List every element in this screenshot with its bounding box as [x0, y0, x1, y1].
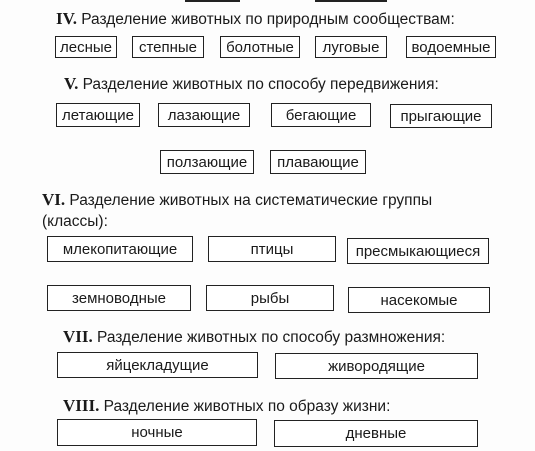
section-vi-title: Разделение животных на систематические группы (классы): — [42, 192, 433, 230]
section-viii-title: Разделение животных по образу жизни: — [103, 398, 391, 415]
category-box: яйцекладущие — [57, 352, 258, 378]
category-box: ползающие — [160, 150, 254, 174]
category-box: летающие — [56, 103, 140, 127]
category-box: птицы — [208, 236, 336, 262]
category-box: рыбы — [206, 285, 334, 311]
section-iv-title: Разделение животных по природным сообществам: — [81, 11, 455, 28]
category-box: луговые — [315, 36, 387, 58]
section-viii-number: VIII. — [63, 396, 100, 415]
section-viii-heading — [63, 396, 390, 417]
category-box: насекомые — [348, 287, 490, 313]
category-box: степные — [132, 36, 204, 58]
section-iv-number: IV. — [56, 9, 77, 28]
section-vii-heading — [63, 327, 445, 348]
category-box: бегающие — [271, 103, 371, 127]
category-box: лесные — [55, 36, 117, 58]
section-v-title: Разделение животных по способу передвижения: — [82, 76, 439, 93]
category-box: млекопитающие — [47, 236, 193, 262]
section-v-number: V. — [64, 74, 79, 93]
category-box: лазающие — [158, 103, 250, 127]
previous-box-edge-left — [185, 0, 240, 2]
category-box: земноводные — [47, 285, 191, 311]
category-box: пресмыкающиеся — [347, 238, 489, 264]
category-box: ночные — [57, 419, 257, 446]
category-box: плавающие — [270, 150, 366, 174]
previous-box-edge-right — [315, 0, 387, 2]
section-v-heading — [64, 74, 439, 95]
category-box: живородящие — [275, 353, 478, 379]
category-box: прыгающие — [390, 104, 492, 128]
section-vii-number: VII. — [63, 327, 93, 346]
section-vii-title: Разделение животных по способу размножения: — [97, 329, 446, 346]
category-box: болотные — [220, 36, 300, 58]
category-box: водоемные — [406, 36, 496, 58]
section-vi-heading — [42, 190, 502, 232]
section-iv-heading — [56, 9, 455, 30]
section-vi-number: VI. — [42, 190, 66, 209]
category-box: дневные — [274, 420, 478, 447]
